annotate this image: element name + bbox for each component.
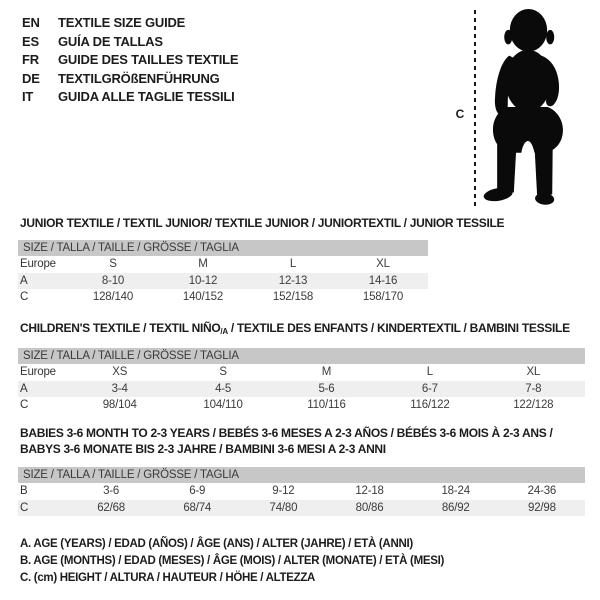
cell: 12-18 [355, 485, 384, 497]
footnote-b: B. AGE (MONTHS) / EDAD (MESES) / ÂGE (MOIS) / ALTER (MONATE) / ETÀ (MESI) [20, 555, 445, 567]
cell: XL [376, 258, 390, 270]
language-code: DE [22, 70, 40, 86]
cell: 5-6 [275, 381, 378, 398]
children-title-rest: / TEXTILE DES ENFANTS / KINDERTEXTIL / BAMBINI TESSILE [227, 321, 570, 335]
cell: S [219, 366, 227, 378]
footnotes [20, 536, 444, 587]
table-row [18, 289, 428, 306]
junior-table-title: JUNIOR TEXTILE / TEXTIL JUNIOR/ TEXTILE JUNIOR / JUNIORTEXTIL / JUNIOR TESSILE [20, 216, 505, 230]
cell: 24-36 [527, 485, 557, 497]
cell: 18-24 [441, 485, 470, 497]
measure-label-c: C [455, 107, 465, 121]
children-size-table [18, 348, 585, 414]
row-label: B [20, 485, 28, 497]
cell: 3-4 [68, 381, 171, 398]
row-label: A [18, 381, 68, 398]
table-row [18, 500, 585, 517]
cell: 122/128 [513, 399, 554, 411]
cell: 158/170 [362, 291, 404, 303]
baby-silhouette [483, 7, 579, 211]
cell: 12-13 [248, 273, 338, 290]
cell: 4-5 [171, 381, 274, 398]
cell: L [426, 366, 433, 378]
cell: 140/152 [182, 291, 224, 303]
row-label: C [20, 291, 29, 303]
cell: 152/158 [272, 291, 314, 303]
cell: S [109, 258, 117, 270]
cell: 9-12 [272, 485, 295, 497]
cell: 3-6 [103, 485, 120, 497]
cell: 104/110 [203, 399, 243, 411]
language-code: ES [22, 33, 39, 49]
language-title: GUÍA DE TALLAS [58, 33, 163, 49]
row-label: Europe [20, 258, 56, 270]
size-header-bar: SIZE / TALLA / TAILLE / GRÖSSE / TAGLIA [18, 348, 585, 364]
footnote-c: C. (cm) HEIGHT / ALTURA / HAUTEUR / HÖHE / ALTEZZA [20, 572, 316, 584]
cell: 74/80 [240, 500, 326, 517]
cell: XL [526, 366, 541, 378]
children-title-subscript: /A [220, 327, 228, 336]
size-header-bar: SIZE / TALLA / TAILLE / GRÖSSE / TAGLIA [18, 467, 585, 483]
junior-size-table [18, 240, 428, 306]
language-code: EN [22, 15, 40, 30]
language-row [22, 33, 238, 52]
cell: 116/122 [410, 399, 450, 411]
cell: 14-16 [338, 273, 428, 290]
cell: 8-10 [68, 273, 158, 290]
table-row [18, 273, 428, 290]
row-label: A [18, 273, 68, 290]
size-header-bar: SIZE / TALLA / TAILLE / GRÖSSE / TAGLIA [18, 240, 428, 256]
cell: 80/86 [326, 500, 412, 517]
language-title: TEXTILE SIZE GUIDE [58, 15, 186, 30]
language-title-block [22, 14, 238, 107]
babies-title-line2: BABYS 3-6 MONATE BIS 2-3 JAHRE / BAMBINI 3-6 MESI A 2-3 ANNI [20, 442, 386, 456]
table-row [18, 364, 585, 381]
language-row [22, 51, 238, 70]
cell: L [289, 258, 297, 270]
babies-title-line1: BABIES 3-6 MONTH TO 2-3 YEARS / BEBÉS 3-6 MESES A 2-3 AÑOS / BÉBÉS 3-6 MOIS À 2-3 ANS / [20, 426, 553, 440]
cell: M [321, 366, 332, 378]
language-code: IT [22, 89, 34, 104]
cell: 98/104 [102, 399, 137, 411]
cell: 110/116 [307, 399, 346, 411]
cell: 6-7 [378, 381, 481, 398]
cell: M [198, 258, 208, 270]
cell: 86/92 [413, 500, 499, 517]
cell: 68/74 [154, 500, 240, 517]
cell: XS [112, 366, 128, 378]
cell: 6-9 [189, 485, 206, 497]
height-measure-dashed-line [474, 10, 476, 207]
babies-table-title [20, 425, 552, 457]
cell: 10-12 [158, 273, 248, 290]
language-title: GUIDE DES TAILLES TEXTILE [58, 52, 239, 67]
row-label: C [20, 399, 29, 411]
row-label: C [18, 500, 68, 517]
children-title-main: CHILDREN'S TEXTILE / TEXTIL NIÑO [20, 321, 221, 335]
language-row [22, 70, 238, 89]
footnote-a: A. AGE (YEARS) / EDAD (AÑOS) / ÂGE (ANS) / ALTER (JAHRE) / ETÀ (ANNI) [20, 538, 413, 550]
language-row [22, 88, 238, 107]
cell: 128/140 [92, 291, 134, 303]
babies-size-table [18, 467, 585, 516]
language-title: TEXTILGRÖßENFÜHRUNG [58, 70, 220, 86]
table-row [18, 397, 585, 414]
table-row [18, 381, 585, 398]
row-label: Europe [20, 366, 56, 378]
cell: 92/98 [499, 500, 585, 517]
children-table-title [20, 320, 570, 340]
language-code: FR [22, 52, 39, 67]
language-row [22, 14, 238, 33]
cell: 62/68 [68, 500, 154, 517]
language-title: GUIDA ALLE TAGLIE TESSILI [58, 89, 235, 104]
table-row [18, 256, 428, 273]
cell: 7-8 [482, 381, 585, 398]
table-row [18, 483, 585, 500]
